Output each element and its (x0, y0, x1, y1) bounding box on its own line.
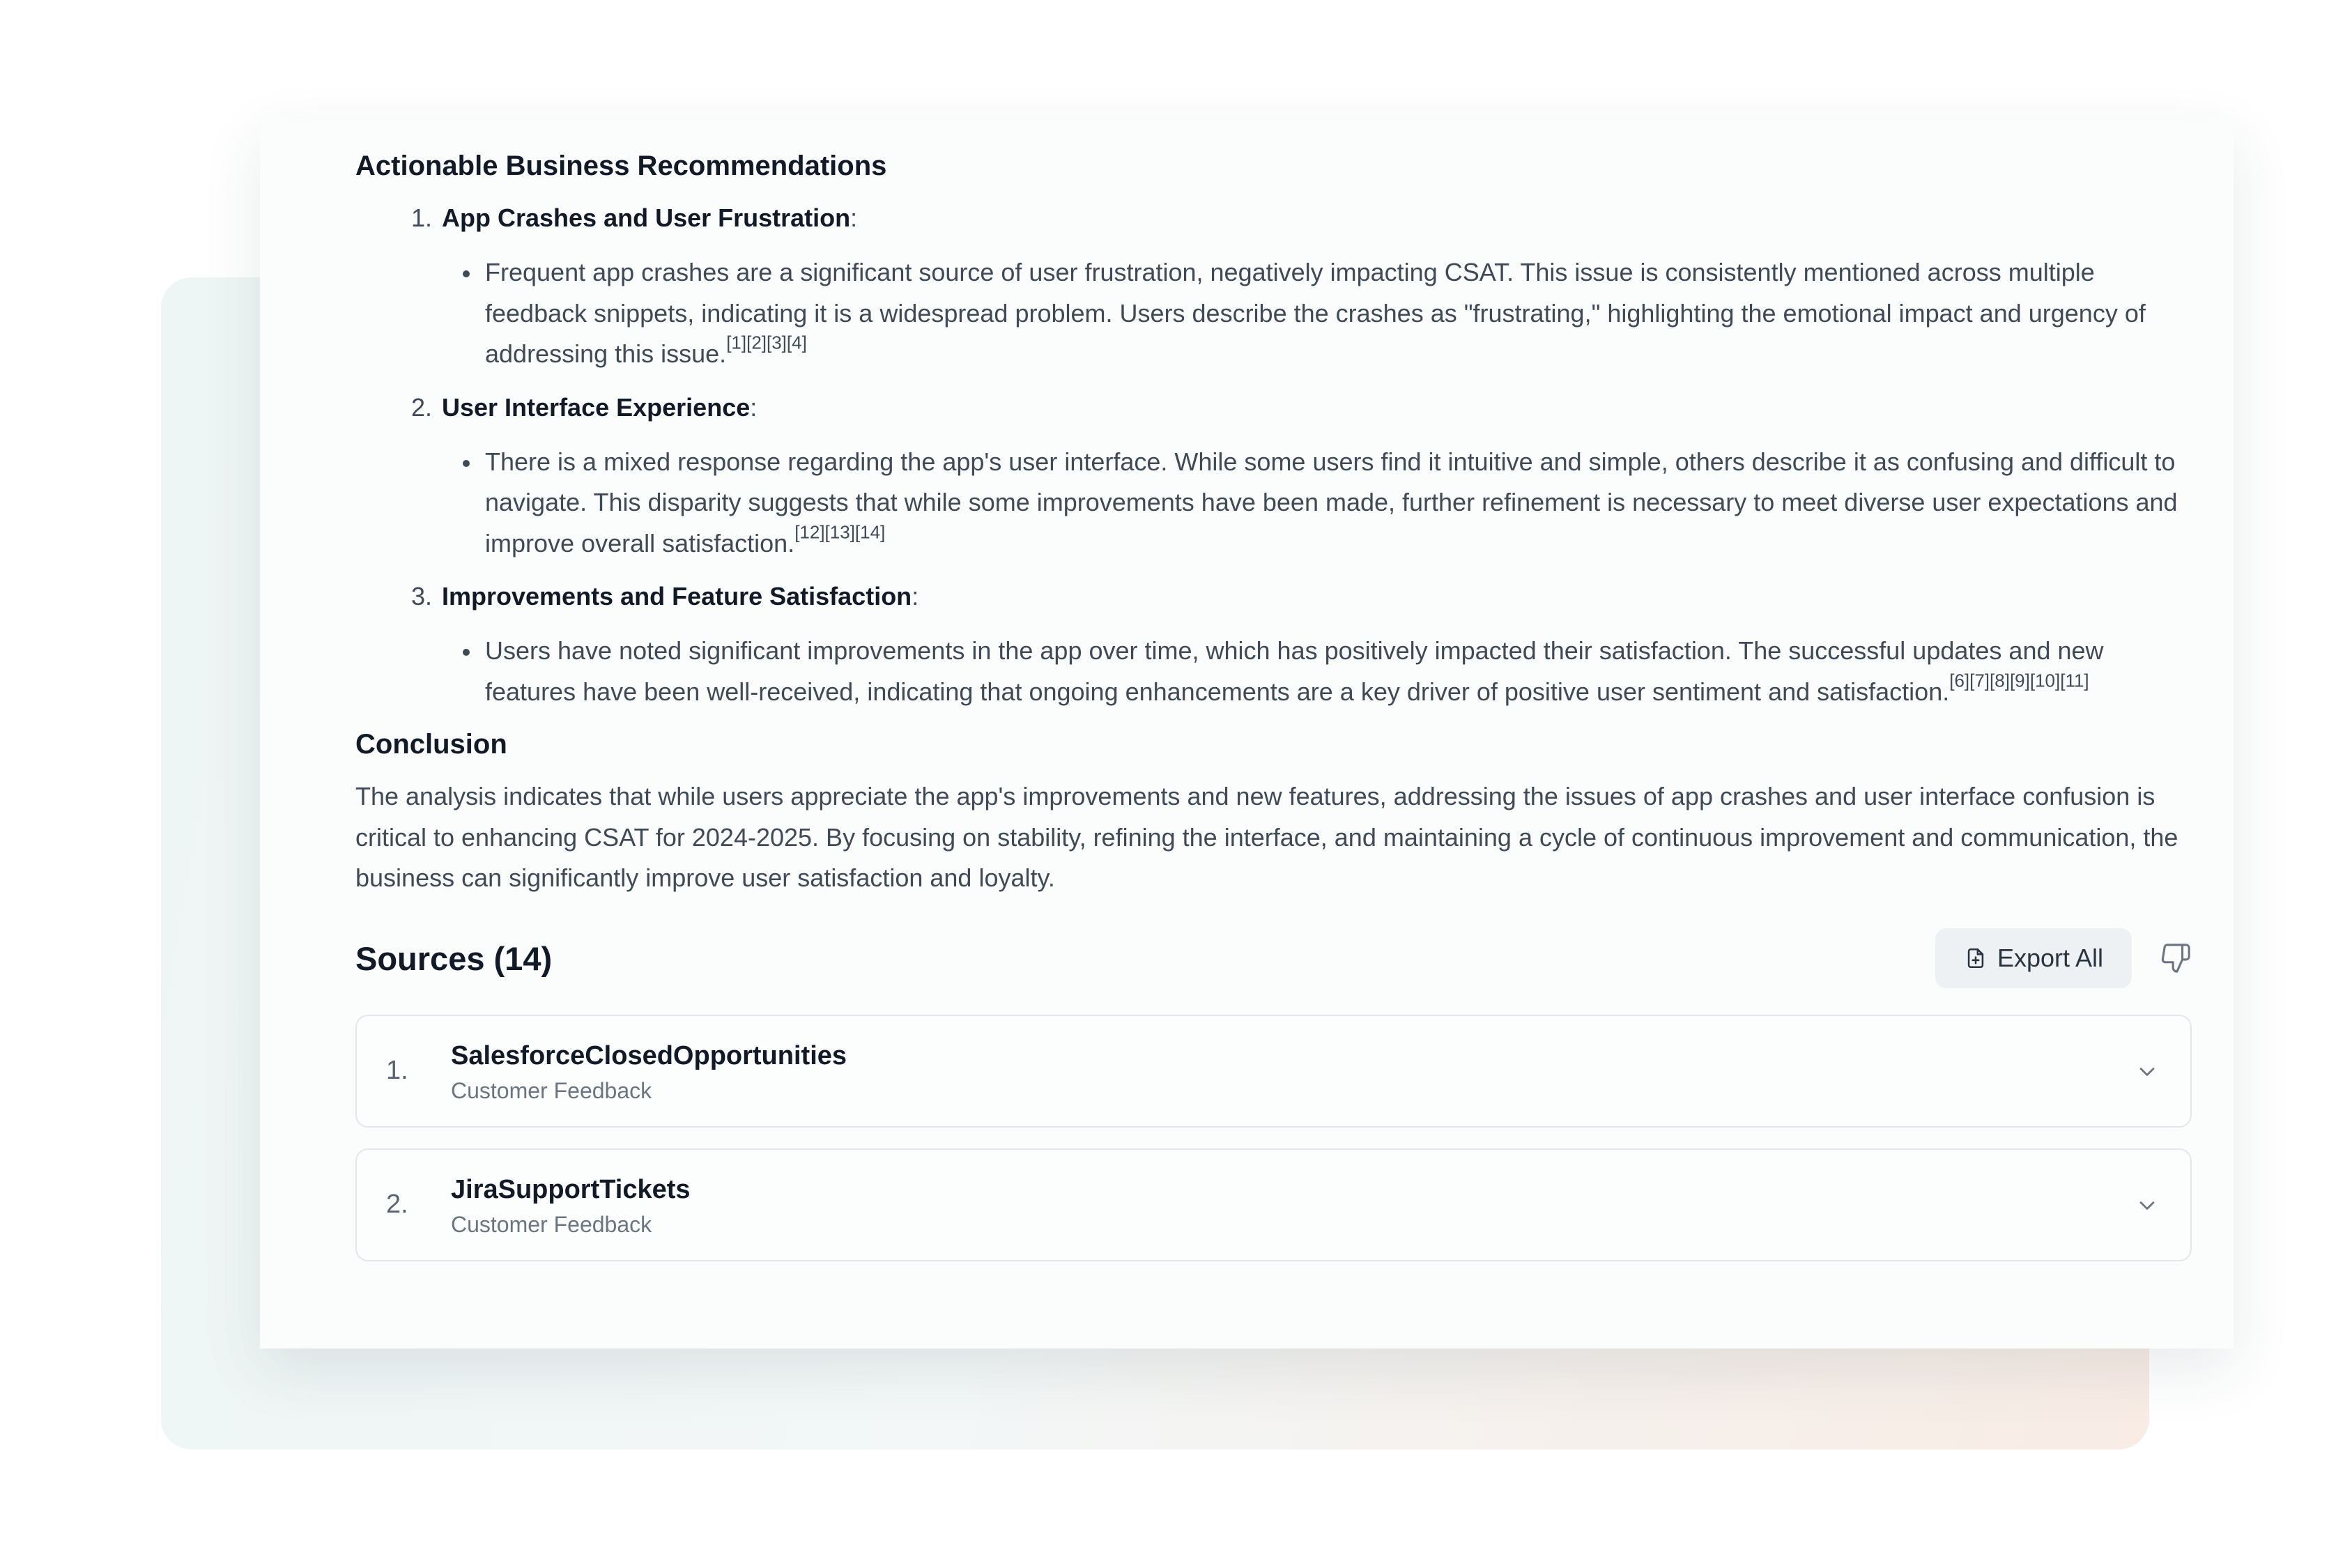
citation-links[interactable]: [1][2][3][4] (726, 332, 807, 353)
source-item[interactable] (355, 1148, 2192, 1261)
conclusion-text: The analysis indicates that while users appreciate the app's improvements and new features, addressing the issues of app crashes and user interface confusion is critical to enhancing CSAT for 2024-2025. By focusing on stability, refining the interface, and maintaining a cycle of continuous improvement and communication, the business can significantly improve user satisfaction and loyalty. (355, 782, 2178, 892)
recommendation-bullet (485, 631, 2192, 712)
sources-header (355, 928, 2192, 988)
source-category: Customer Feedback (451, 1211, 652, 1237)
export-all-button[interactable] (1935, 928, 2132, 988)
source-name: JiraSupportTickets (451, 1174, 691, 1204)
recommendation-title-row (442, 387, 2192, 428)
chevron-down-icon[interactable] (2135, 1193, 2160, 1218)
citation-links[interactable]: [6][7][8][9][10][11] (1949, 670, 2089, 691)
conclusion-heading: Conclusion (355, 729, 507, 760)
report-content (355, 146, 2192, 1261)
recommendation-bullet (485, 252, 2192, 375)
source-name: SalesforceClosedOpportunities (451, 1040, 847, 1070)
bullet-text: Frequent app crashes are a significant source of user frustration, negatively impacting CSAT. This issue is consistently mentioned across multiple feedback snippets, indicating it is a widespread problem. Users describe the crashes as "frustrating," highlighting the emotional impact and urgency of addressing this issue. (485, 258, 2146, 368)
source-item[interactable] (355, 1015, 2192, 1128)
recommendation-colon: : (750, 392, 758, 422)
recommendation-number: 2. (411, 392, 433, 422)
recommendation-item (411, 198, 2192, 375)
thumbs-down-icon[interactable] (2160, 942, 2192, 974)
recommendation-title: Improvements and Feature Satisfaction (442, 582, 912, 610)
sources-title: Sources (14) (355, 939, 553, 977)
chevron-down-icon[interactable] (2135, 1059, 2160, 1084)
bullet-text: Users have noted significant improvements in the app over time, which has positively impacted their satisfaction. The successful updates and new features have been well-received, indicating that ongoing enhancements are a key driver of positive user sentiment and satisfaction. (485, 636, 2104, 706)
recommendations-list (355, 198, 2192, 712)
file-export-icon (1964, 946, 1988, 970)
export-all-label: Export All (1997, 943, 2104, 972)
recommendation-bullets (442, 442, 2192, 564)
recommendation-title: App Crashes and User Frustration (442, 203, 851, 232)
recommendation-colon: : (850, 203, 858, 232)
recommendation-title-row (442, 198, 2192, 238)
recommendation-title-row (442, 576, 2192, 617)
source-number: 1. (386, 1055, 408, 1085)
recommendation-item (411, 576, 2192, 712)
recommendation-number: 3. (411, 582, 433, 610)
recommendation-number: 1. (411, 203, 433, 232)
recommendation-bullets (442, 631, 2192, 712)
recommendation-title: User Interface Experience (442, 392, 751, 422)
citation-links[interactable]: [12][13][14] (794, 521, 886, 542)
recommendation-colon: : (912, 582, 919, 610)
report-card (260, 118, 2234, 1348)
bullet-text: There is a mixed response regarding the app's user interface. While some users find it intuitive and simple, others describe it as confusing and difficult to navigate. This disparity suggests that while some improvements have been made, further refinement is necessary to meet diverse user expectations and improve overall satisfaction. (485, 447, 2178, 558)
recommendations-heading: Actionable Business Recommendations (355, 151, 887, 181)
recommendation-bullet (485, 442, 2192, 564)
recommendation-item (411, 387, 2192, 564)
source-category: Customer Feedback (451, 1077, 652, 1103)
source-number: 2. (386, 1189, 408, 1219)
recommendation-bullets (442, 252, 2192, 375)
bottom-fade-overlay (260, 1286, 2234, 1348)
